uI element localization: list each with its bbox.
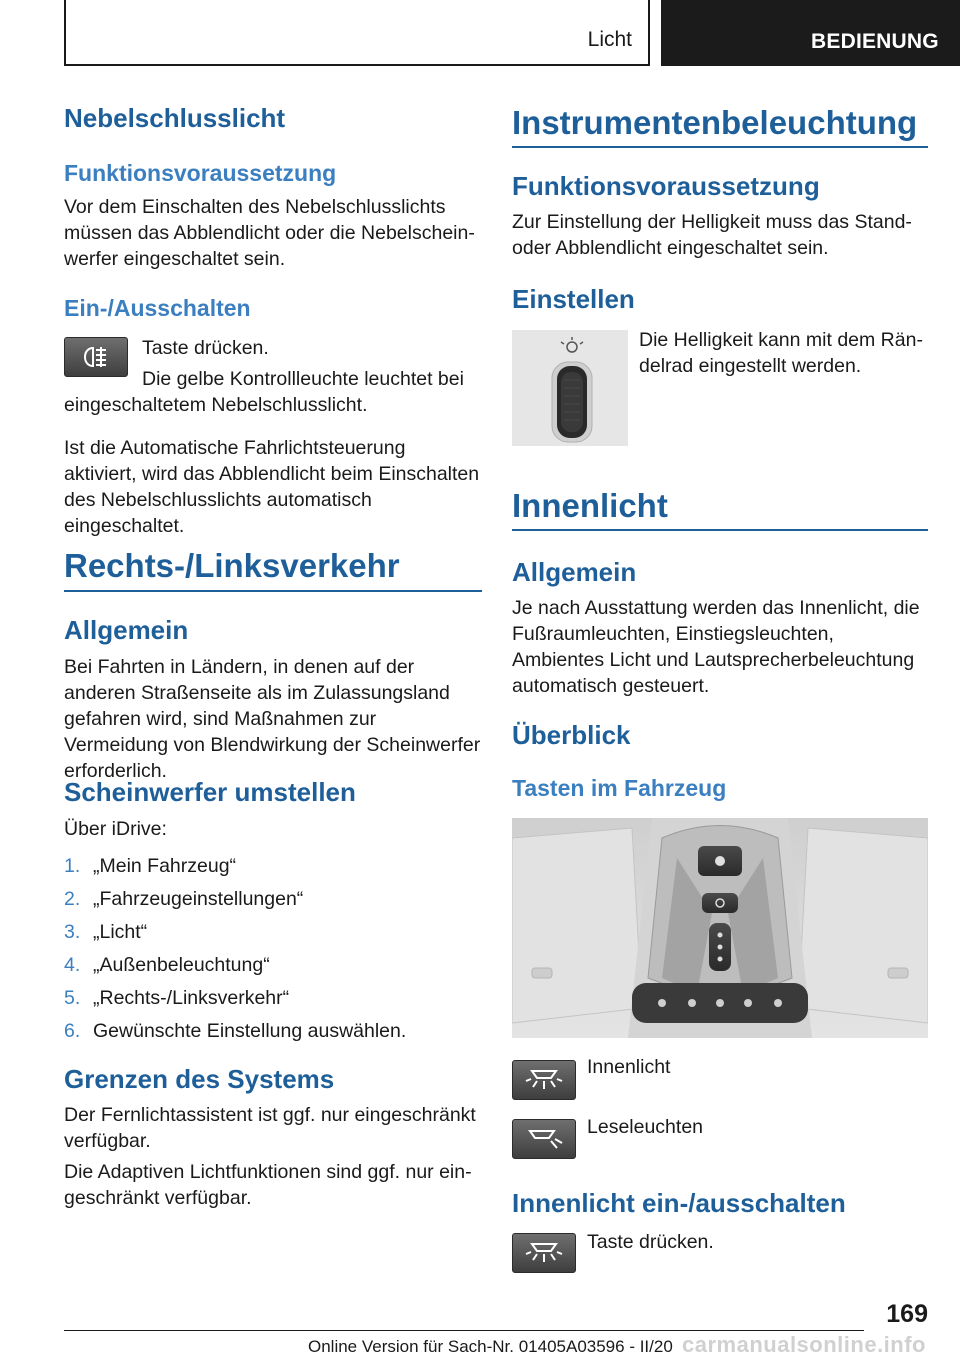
footer-divider [64, 1330, 864, 1331]
list-item-text: „Rechts-/Linksverkehr“ [93, 987, 290, 1009]
nebel-lamp-text-line2: eingeschaltetem Nebelschlusslicht. [64, 394, 368, 416]
reading-light-label: Leseleuchten [587, 1116, 704, 1138]
interior-light-label: Innenlicht [587, 1056, 671, 1078]
instr-set-text: Die Helligkeit kann mit dem Rändelrad eingestellt werden. [639, 329, 923, 377]
heading-ueberblick: Überblick [512, 720, 631, 750]
nebel-lamp-text-line1: Die gelbe Kontrollleuchte leuchtet bei [142, 368, 464, 390]
heading-einstellen: Einstellen [512, 284, 635, 314]
list-item-text: „Außenbeleuchtung“ [93, 954, 270, 976]
heading-instrumentenbeleuchtung: Instrumentenbeleuchtung [512, 104, 918, 141]
list-item-text: Gewünschte Einstellung auswählen. [93, 1020, 407, 1042]
fog-light-button-icon [64, 337, 128, 377]
reading-light-icon [524, 1127, 564, 1151]
list-item-number: 1. [64, 855, 81, 877]
heading-funktionsvoraussetzung: Funktionsvoraussetzung [64, 160, 337, 186]
list-item-number: 3. [64, 921, 81, 943]
switch-intro-text: Über iDrive: [64, 818, 167, 840]
list-item-text: „Mein Fahrzeug“ [93, 855, 237, 877]
limits-text-1: Der Fernlichtassistent ist ggf. nur eingeschränkt verfügbar. [64, 1104, 476, 1152]
interior-light-toggle-button-icon [512, 1233, 576, 1273]
header-section-box [64, 0, 650, 66]
nebel-auto-text: Ist die Automatische Fahrlichtsteuerung aktiviert, wird das Abblendlicht beim Einschalten des Nebelschlusslichts automatisch eingeschaltet. [64, 437, 480, 537]
overhead-console-image [512, 818, 928, 1038]
list-item-number: 6. [64, 1020, 81, 1042]
footer-text: Online Version für Sach-Nr. 01405A03596 - II/20 [308, 1337, 673, 1356]
nebel-press-text: Taste drücken. [142, 337, 269, 359]
thumbwheel-image [512, 330, 628, 446]
list-item-number: 2. [64, 888, 81, 910]
header-chapter-title: BEDIENUNG [811, 30, 939, 53]
brightness-thumbwheel-icon [512, 330, 628, 446]
header-section-title: Licht [587, 28, 632, 51]
list-item-number: 5. [64, 987, 81, 1009]
heading-underline [512, 529, 928, 531]
heading-underline [64, 590, 482, 592]
interior-light-icon [524, 1068, 564, 1092]
heading-nebelschlusslicht: Nebelschlusslicht [64, 103, 286, 133]
heading-grenzen-des-systems: Grenzen des Systems [64, 1064, 335, 1094]
interior-light-icon [524, 1241, 564, 1265]
heading-allgemein-right: Allgemein [512, 557, 637, 587]
list-item-text: „Fahrzeugeinstellungen“ [93, 888, 304, 910]
heading-innenlicht: Innenlicht [512, 487, 668, 524]
heading-underline [512, 146, 928, 148]
instr-requirement-text: Zur Einstellung der Helligkeit muss das Stand- oder Abblendlicht eingeschaltet sein. [512, 211, 912, 259]
heading-innenlicht-ein-ausschalten: Innenlicht ein-/ausschalten [512, 1188, 846, 1218]
nebel-requirement-text: Vor dem Einschalten des Nebelschlusslichts müssen das Abblendlicht oder die Nebelscheinwerfer eingeschaltet sein. [64, 196, 475, 270]
traffic-general-text: Bei Fahrten in Ländern, in denen auf der anderen Straßenseite als im Zulassungsland gefahren wird, sind Maßnahmen zur Vermeidung von Blendwirkung der Scheinwerfer erforderlich. [64, 656, 481, 782]
overhead-console-illustration [512, 818, 928, 1038]
header-chapter-tab [661, 0, 960, 66]
heading-scheinwerfer-umstellen: Scheinwerfer umstellen [64, 777, 356, 807]
heading-ein-ausschalten: Ein-/Ausschalten [64, 295, 251, 321]
list-item-text: „Licht“ [93, 921, 148, 943]
heading-allgemein-left: Allgemein [64, 615, 189, 645]
heading-tasten-im-fahrzeug: Tasten im Fahrzeug [512, 775, 727, 801]
interior-general-text: Je nach Ausstattung werden das Innenlicht, die Fußraumleuchten, Einstiegsleuchten, Ambientes Licht und Lautsprecherbeleuchtung automatisch gesteuert. [512, 597, 920, 697]
heading-funktionsvoraussetzung-right: Funktionsvoraussetzung [512, 171, 820, 201]
limits-text-2: Die Adaptiven Lichtfunktionen sind ggf. nur eingeschränkt verfügbar. [64, 1161, 472, 1209]
interior-light-button-icon [512, 1060, 576, 1100]
list-item-number: 4. [64, 954, 81, 976]
rear-fog-light-icon [81, 346, 111, 368]
page-number: 169 [886, 1300, 928, 1328]
reading-light-button-icon [512, 1119, 576, 1159]
heading-rechts-linksverkehr: Rechts-/Linksverkehr [64, 547, 400, 584]
interior-press-text: Taste drücken. [587, 1231, 714, 1253]
watermark: carmanualsonline.info [682, 1332, 926, 1357]
